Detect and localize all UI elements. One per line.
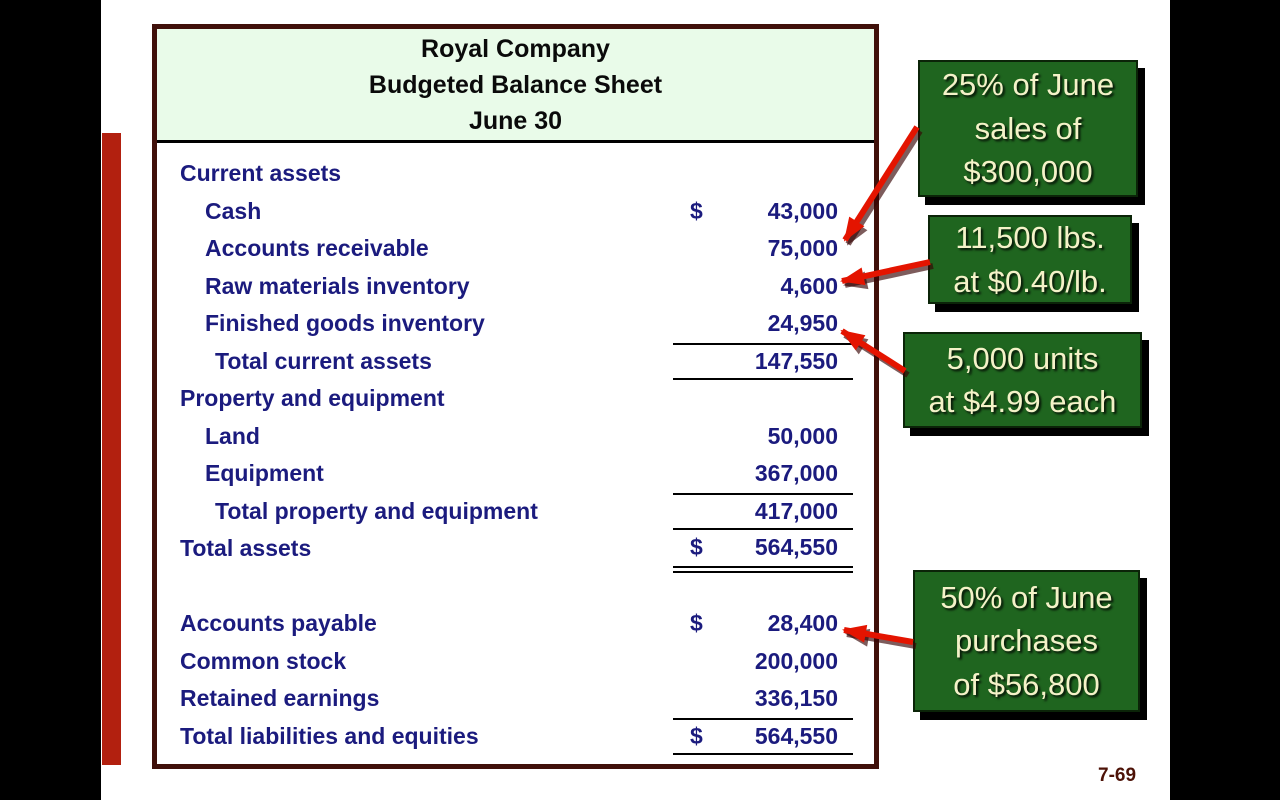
dollar-sign: $ [690,610,703,637]
amount-value: 564,550 [754,722,838,749]
table-row [157,380,874,418]
amount-cell [673,418,853,456]
sheet-title-statement: Budgeted Balance Sheet [368,70,663,99]
amount-value: 147,550 [754,347,838,374]
row-label: Common stock [180,647,347,674]
amount-cell [673,343,853,381]
row-label: Current assets [180,160,342,187]
sheet-header [157,29,874,143]
row-label: Property and equipment [180,385,445,412]
amount-value: 417,000 [754,497,838,524]
dollar-sign: $ [690,534,703,561]
table-row [157,718,874,756]
table-row [157,193,874,231]
amount-cell [673,268,853,306]
table-row [157,418,874,456]
table-row [157,493,874,531]
table-row [157,268,874,306]
row-label: Total assets [180,535,312,562]
amount-cell [673,305,853,343]
table-row [157,643,874,681]
row-label: Land [205,422,260,449]
amount-cell [673,530,853,568]
amount-value: 200,000 [754,647,838,674]
table-row [157,530,874,568]
callout-line: at $0.40/lb. [953,263,1107,299]
amount-cell [673,718,853,756]
amount-cell [673,643,853,681]
table-row-blank [157,568,874,606]
amount-cell [673,605,853,643]
table-row [157,680,874,718]
callout-line: purchases [954,623,1099,659]
right-black-strip [1170,0,1280,800]
page-number: 7-69 [1098,765,1137,786]
callout-june-sales [918,60,1138,197]
callout-june-purchases [913,570,1140,712]
amount-cell [673,455,853,493]
sheet-title-company: Royal Company [421,34,610,63]
amount-cell [673,155,853,193]
callout-line: at $4.99 each [928,384,1117,419]
amount-cell [673,230,853,268]
amount-value: 43,000 [767,197,838,224]
row-label: Total property and equipment [215,497,538,524]
table-row [157,305,874,343]
row-label: Total liabilities and equities [180,722,479,749]
amount-value: 367,000 [754,460,838,487]
table-row [157,605,874,643]
amount-value: 28,400 [767,610,838,637]
row-label: Accounts payable [180,610,377,637]
dollar-sign: $ [690,197,703,224]
sheet-body [157,143,874,755]
amount-value: 4,600 [780,272,838,299]
callout-line: 5,000 units [946,340,1099,376]
callout-line: 25% of June [941,67,1115,103]
red-accent-bar [102,133,121,765]
callout-line: sales of [974,110,1082,146]
row-label: Accounts receivable [205,235,429,262]
dollar-sign: $ [690,722,703,749]
callout-line: 11,500 lbs. [955,220,1105,256]
amount-value: 336,150 [754,685,838,712]
row-label: Retained earnings [180,685,380,712]
callout-raw-materials [928,215,1132,304]
callout-line: of $56,800 [953,666,1100,702]
table-row [157,230,874,268]
table-row [157,455,874,493]
amount-cell [673,680,853,718]
callout-finished-goods [903,332,1142,428]
row-label: Total current assets [215,347,432,374]
table-row [157,155,874,193]
amount-value: 24,950 [767,310,838,337]
row-label: Equipment [205,460,324,487]
balance-sheet-table [152,24,879,769]
amount-value: 50,000 [767,422,838,449]
amount-value: 564,550 [754,534,838,561]
callout-line: 50% of June [940,579,1113,615]
callout-line: $300,000 [963,154,1093,190]
row-label: Finished goods inventory [205,310,485,337]
amount-cell [673,380,853,418]
amount-cell [673,193,853,231]
amount-value: 75,000 [767,235,838,262]
row-label: Cash [205,197,262,224]
sheet-title-date: June 30 [468,106,563,135]
row-label: Raw materials inventory [205,272,470,299]
amount-cell [673,493,853,531]
table-row [157,343,874,381]
left-black-strip [0,0,101,800]
